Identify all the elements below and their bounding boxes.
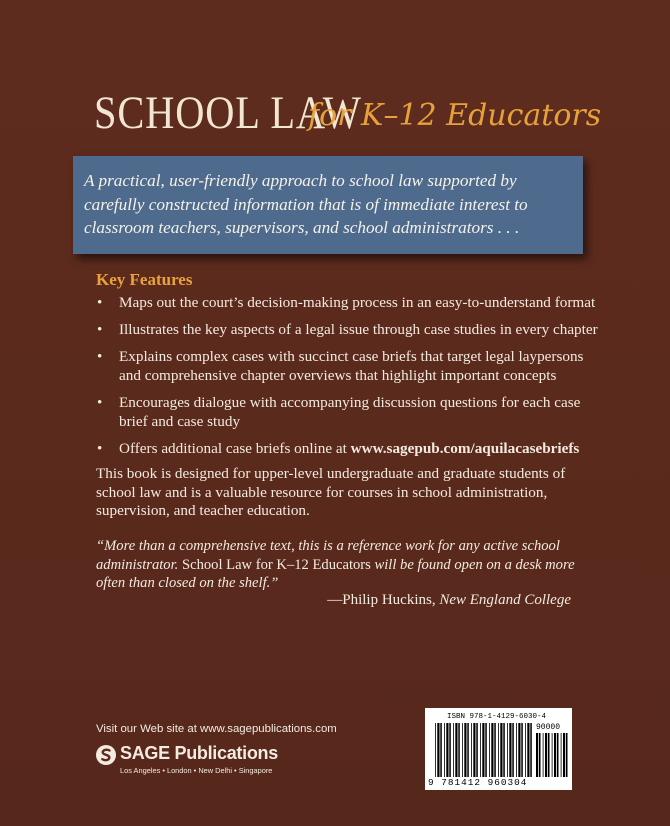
barcode-bar xyxy=(525,723,526,777)
barcode-bar xyxy=(554,733,556,777)
isbn-text: ISBN 978-1-4129-6030-4 xyxy=(447,713,547,721)
feature-text: Encourages dialogue with accompanying discussion questions for each case brief and case study xyxy=(119,394,581,430)
barcode-bar xyxy=(464,723,466,777)
barcode-bar xyxy=(476,723,478,777)
attribution-name: —Philip Huckins, xyxy=(327,592,440,608)
isbn-barcode xyxy=(425,708,572,790)
barcode-bar xyxy=(453,723,454,777)
barcode-bar xyxy=(503,723,505,777)
barcode-bar xyxy=(543,733,544,777)
feature-text: Explains complex cases with succinct case briefs that target legal laypersons and comprehensive chapter overviews that highlight important concepts xyxy=(119,348,584,384)
barcode-bar xyxy=(500,723,502,777)
barcode-bar xyxy=(449,723,451,777)
barcode-bar xyxy=(527,723,529,777)
barcode-bar xyxy=(552,733,553,777)
barcode-bar xyxy=(446,723,448,777)
barcode-bar xyxy=(489,723,490,777)
feature-text: Offers additional case briefs online at xyxy=(119,439,351,457)
barcode-bar xyxy=(467,723,469,777)
barcode-bar xyxy=(507,723,508,777)
quote-part-1: “More than a comprehensive text, this is a reference work for any active school administrator. xyxy=(96,538,560,573)
barcode-digits: 9 781412 960304 xyxy=(428,777,528,788)
barcode-bar xyxy=(563,733,565,777)
barcode-bar xyxy=(491,723,493,777)
publisher-logo xyxy=(96,743,306,783)
barcode-bar xyxy=(435,723,436,777)
publisher-cities: Los Angeles • London • New Delhi • Singapore xyxy=(120,766,273,775)
bullet-icon: • xyxy=(97,394,103,412)
barcode-bar xyxy=(482,723,484,777)
barcode-bar xyxy=(498,723,499,777)
barcode-bar xyxy=(458,723,460,777)
book-title xyxy=(94,86,602,146)
key-features-list xyxy=(97,294,607,467)
title-main: SCHOOL LAW xyxy=(94,87,362,139)
key-features-heading: Key Features xyxy=(96,270,193,289)
barcode-bar xyxy=(530,723,532,777)
title-subtitle: for K–12 Educators xyxy=(308,98,602,133)
endorsement-quote xyxy=(96,537,596,593)
barcode-bar xyxy=(548,733,550,777)
bullet-icon: • xyxy=(97,348,103,366)
blurb-box: A practical, user-friendly approach to school law supported by carefully constructed information that is of immediate interest to classroom teachers, supervisors, and school administrators . . . xyxy=(73,156,583,254)
quote-attribution xyxy=(327,592,571,609)
barcode-bar xyxy=(561,733,562,777)
barcode-bar xyxy=(518,723,520,777)
barcode-bar xyxy=(473,723,475,777)
publisher-name: SAGE Publications xyxy=(120,743,278,763)
feature-item xyxy=(97,394,607,431)
bullet-icon: • xyxy=(97,321,103,339)
price-code: 90000 xyxy=(536,723,561,732)
barcode-bar xyxy=(471,723,472,777)
feature-item xyxy=(97,440,607,459)
barcode-bar xyxy=(462,723,463,777)
barcode-bar xyxy=(440,723,442,777)
website-line[interactable]: Visit our Web site at www.sagepublications.com xyxy=(96,723,337,735)
barcode-bar xyxy=(566,733,568,777)
quote-book-title: School Law for K–12 Educators xyxy=(181,556,371,573)
feature-item xyxy=(97,294,607,313)
barcode-bar xyxy=(512,723,514,777)
barcode-bar xyxy=(545,733,547,777)
case-briefs-link[interactable]: www.sagepub.com/aquilacasebriefs xyxy=(350,439,580,457)
barcode-bar xyxy=(444,723,445,777)
barcode-bar xyxy=(557,733,559,777)
barcode-bar xyxy=(494,723,496,777)
barcode-bar xyxy=(539,733,541,777)
barcode-bar xyxy=(455,723,457,777)
quote-part-2: will be found open on a desk more often than closed on the shelf.” xyxy=(96,556,575,592)
attribution-affiliation: New England College xyxy=(439,592,571,608)
barcode-bar xyxy=(521,723,523,777)
bullet-icon: • xyxy=(97,294,103,311)
feature-text: Illustrates the key aspects of a legal issue through case studies in every chapter xyxy=(119,321,598,339)
barcode-bar xyxy=(536,733,538,777)
barcode-bar xyxy=(437,723,439,777)
barcode-bar xyxy=(485,723,487,777)
barcode-bar xyxy=(509,723,511,777)
barcode-bar xyxy=(516,723,517,777)
book-description: This book is designed for upper-level undergraduate and graduate students of school law and is a valuable resource for courses in school administration, supervision, and teacher education. xyxy=(96,465,566,520)
feature-item xyxy=(97,348,607,385)
bullet-icon: • xyxy=(97,439,103,457)
feature-item xyxy=(97,321,607,340)
barcode-bar xyxy=(480,723,481,777)
sage-logo-icon xyxy=(96,745,116,765)
feature-text: Maps out the court’s decision-making process in an easy-to-understand format xyxy=(119,294,596,311)
